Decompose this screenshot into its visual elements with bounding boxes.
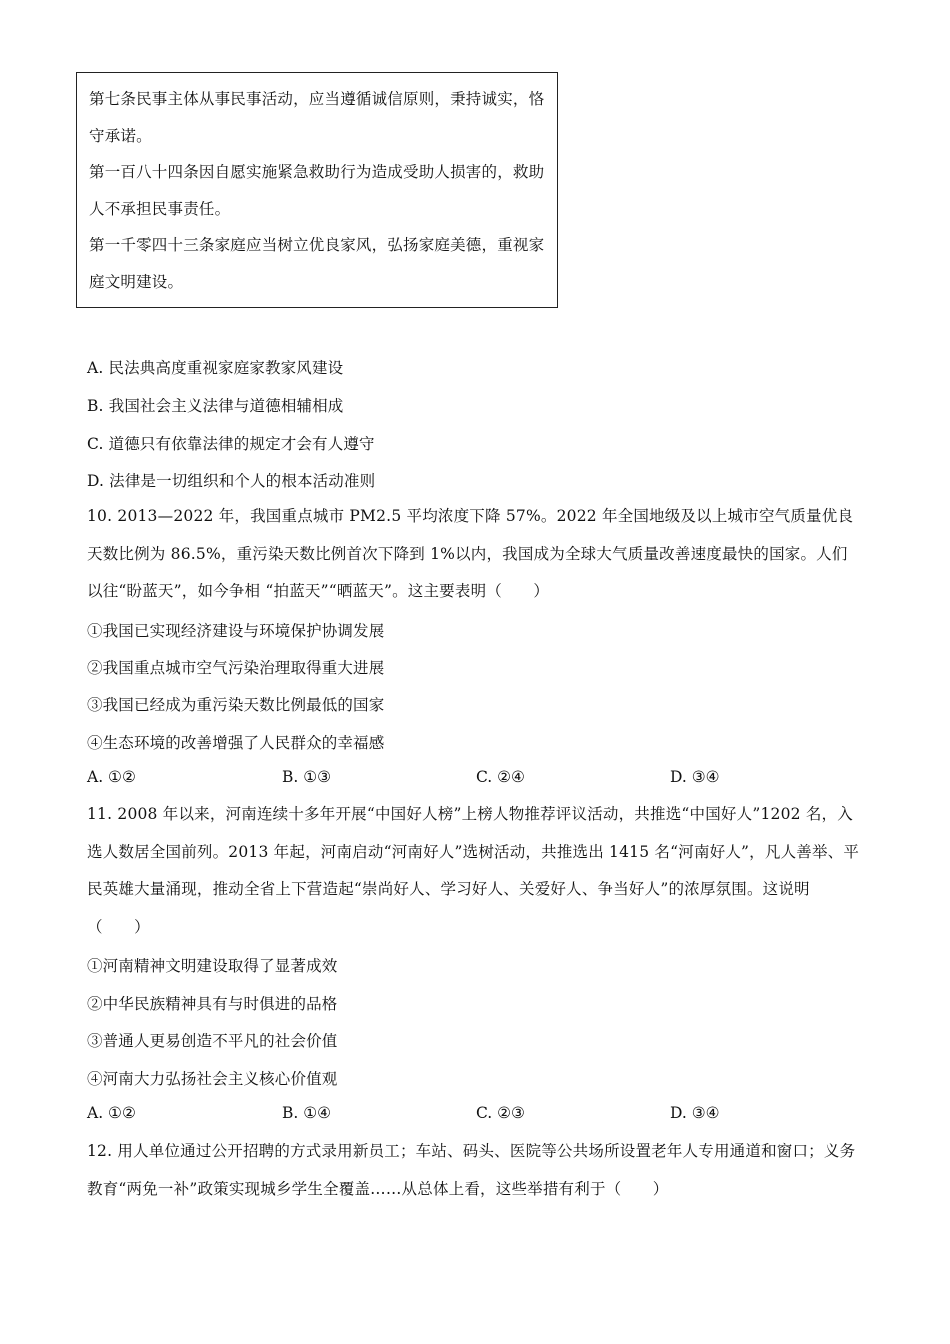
q11-choice-a: A. ①②: [87, 1104, 136, 1122]
q11-stem: 11. 2008 年以来，河南连续十多年开展“中国好人榜”上榜人物推荐评议活动，共推选“中国好人”1202 名，入选人数居全国前列。2013 年起，河南启动“河南好人”选树活动，共推选出 1415 名“河南好人”，凡人善举、平民英雄大量涌现，推动全省上下营造起“崇尚好人、学习好人、关爱好人、争当好人”的浓厚氛围。这说明（ ）: [87, 805, 860, 936]
civil-code-excerpt-box: [76, 72, 558, 308]
q12-stem: 12. 用人单位通过公开招聘的方式录用新员工；车站、码头、医院等公共场所设置老年人专用通道和窗口；义务教育“两免一补”政策实现城乡学生全覆盖……从总体上看，这些举措有利于（ ）: [87, 1142, 856, 1198]
q10-choice-d: D. ③④: [670, 768, 720, 786]
q10-choice-c: C. ②④: [476, 768, 525, 786]
q11-choice-b: B. ①④: [282, 1104, 332, 1122]
q10-item-4: ④生态环境的改善增强了人民群众的幸福感: [87, 734, 385, 752]
article-184: 第一百八十四条因自愿实施紧急救助行为造成受助人损害的，救助人不承担民事责任。: [89, 163, 545, 218]
q11-item-2: ②中华民族精神具有与时俱进的品格: [87, 995, 338, 1013]
q11-choice-c: C. ②③: [476, 1104, 525, 1122]
q10-item-1: ①我国已实现经济建设与环境保护协调发展: [87, 622, 385, 640]
q11-choice-d: D. ③④: [670, 1104, 720, 1122]
q10-choice-a: A. ①②: [87, 768, 136, 786]
q9-option-c: C. 道德只有依靠法律的规定才会有人遵守: [87, 435, 375, 453]
q11-item-3: ③普通人更易创造不平凡的社会价值: [87, 1032, 338, 1050]
article-7: 第七条民事主体从事民事活动，应当遵循诚信原则，秉持诚实，恪守承诺。: [89, 90, 545, 145]
q9-option-b: B. 我国社会主义法律与道德相辅相成: [87, 397, 344, 415]
article-1043: 第一千零四十三条家庭应当树立优良家风，弘扬家庭美德，重视家庭文明建设。: [89, 236, 545, 291]
q9-option-d: D. 法律是一切组织和个人的根本活动准则: [87, 472, 376, 490]
q11-item-4: ④河南大力弘扬社会主义核心价值观: [87, 1070, 338, 1088]
q10-item-2: ②我国重点城市空气污染治理取得重大进展: [87, 659, 385, 677]
q11-item-1: ①河南精神文明建设取得了显著成效: [87, 957, 338, 975]
q10-item-3: ③我国已经成为重污染天数比例最低的国家: [87, 696, 385, 714]
q9-option-a: A. 民法典高度重视家庭家教家风建设: [87, 359, 344, 377]
q10-choice-b: B. ①③: [282, 768, 332, 786]
q10-stem: 10. 2013—2022 年，我国重点城市 PM2.5 平均浓度下降 57%。2022 年全国地级及以上城市空气质量优良天数比例为 86.5%，重污染天数比例首次下降到 1%以内，我国成为全球大气质量改善速度最快的国家。人们以往“盼蓝天”，如今争相 “拍蓝天”“晒蓝天”。这主要表明（ ）: [87, 507, 854, 600]
